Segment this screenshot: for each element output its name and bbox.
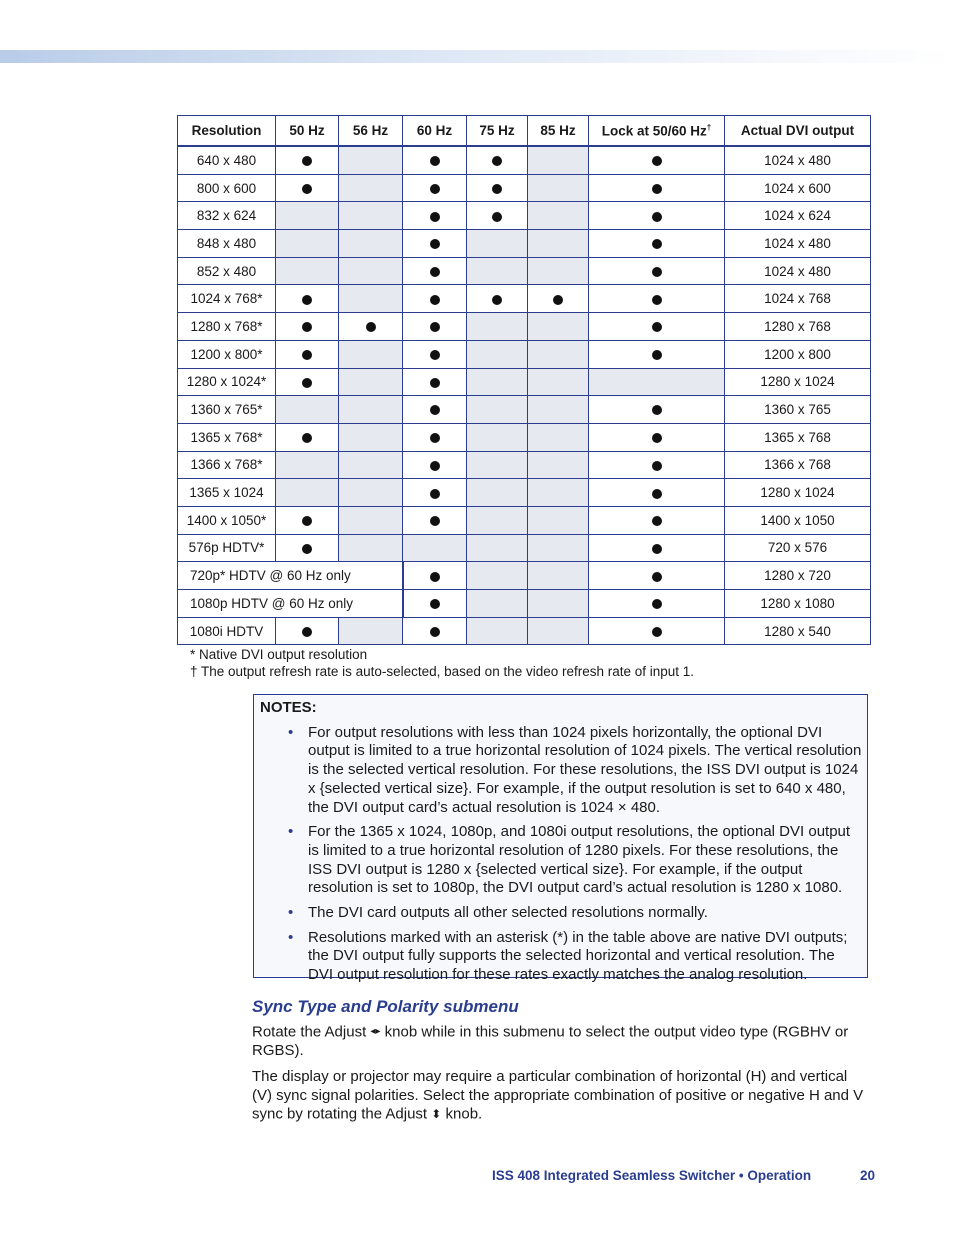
dot-icon [652,350,662,360]
dot-icon [652,433,662,443]
dot-icon [302,516,312,526]
dot-icon [430,627,440,637]
unsupported-cell [339,257,403,285]
unsupported-cell [339,368,403,396]
dot-icon [302,544,312,554]
dot-icon [492,212,502,222]
column-header: 50 Hz [276,116,339,147]
resolution-cell: 1400 x 1050* [178,506,276,534]
unsupported-cell [528,506,589,534]
table-row [178,534,871,562]
dvi-output-cell: 1400 x 1050 [725,506,871,534]
unsupported-cell [589,368,725,396]
table-row [178,202,871,230]
unsupported-cell [339,479,403,507]
dot-icon [652,212,662,222]
supported-cell [403,230,467,258]
resolution-cell: 832 x 624 [178,202,276,230]
dot-icon [302,433,312,443]
dot-icon [652,516,662,526]
dvi-output-cell: 1365 x 768 [725,423,871,451]
unsupported-cell [467,590,528,618]
dot-icon [430,239,440,249]
unsupported-cell [528,257,589,285]
supported-cell [276,146,339,174]
resolution-cell: 852 x 480 [178,257,276,285]
dot-icon [302,350,312,360]
supported-cell [403,562,467,590]
dot-icon [430,350,440,360]
resolution-cell: 1365 x 768* [178,423,276,451]
supported-cell [589,257,725,285]
dot-icon [430,461,440,471]
dvi-output-cell: 1280 x 1024 [725,479,871,507]
unsupported-cell [467,534,528,562]
supported-cell [589,617,725,645]
bullet-icon: • [288,823,294,841]
unsupported-cell [467,617,528,645]
unsupported-cell [528,396,589,424]
unsupported-cell [339,202,403,230]
resolution-cell: 1200 x 800* [178,340,276,368]
dot-icon [430,516,440,526]
supported-cell [403,451,467,479]
dot-icon [492,184,502,194]
unsupported-cell [276,257,339,285]
unsupported-cell [276,230,339,258]
resolution-cell: 848 x 480 [178,230,276,258]
dot-icon [430,322,440,332]
table-row [178,230,871,258]
note-item: • For output resolutions with less than 1024 pixels horizontally, the optional DVI output is limited to a true horizontal resolution of 1024 pixels. The vertical resolution is the selected vertical resolution. For these resolutions, the ISS DVI output is 1024 x {selected vertical size}. For example, if the output resolution is set to 640 x 480, the DVI output card’s actual resolution is 1024 × 480. [288,723,862,816]
note-item: • For the 1365 x 1024, 1080p, and 1080i output resolutions, the optional DVI output is limited to a true horizontal resolution of 1280 pixels. For these resolutions, the ISS DVI output is 1280 x {selected vertical size}. For example, if the output resolution is set to 1080p, the DVI output card’s actual resolution is 1280 x 1080. [288,823,851,897]
supported-cell [403,202,467,230]
notes-list [260,724,867,985]
unsupported-cell [528,368,589,396]
supported-cell [467,285,528,313]
unsupported-cell [467,257,528,285]
unsupported-cell [339,230,403,258]
table-row [178,479,871,507]
unsupported-cell [467,396,528,424]
supported-cell [276,534,339,562]
unsupported-cell [528,146,589,174]
supported-cell [589,590,725,618]
supported-cell [403,368,467,396]
footer-title: ISS 408 Integrated Seamless Switcher • Operation [492,1168,812,1183]
dot-icon [652,599,662,609]
unsupported-cell [528,479,589,507]
supported-cell [276,368,339,396]
unsupported-cell [276,479,339,507]
unsupported-cell [467,368,528,396]
column-header: 56 Hz [339,116,403,147]
supported-cell [589,506,725,534]
supported-cell [589,340,725,368]
dvi-output-cell: 1024 x 480 [725,146,871,174]
supported-cell [403,313,467,341]
unsupported-cell [528,562,589,590]
dot-icon [652,322,662,332]
supported-cell [403,396,467,424]
dvi-output-cell: 1024 x 480 [725,230,871,258]
column-header: 75 Hz [467,116,528,147]
dot-icon [302,322,312,332]
dot-icon [430,433,440,443]
unsupported-cell [528,590,589,618]
table-header-row [178,116,871,147]
unsupported-cell [339,534,403,562]
note-item: • Resolutions marked with an asterisk (*) in the table above are native DVI outputs; the DVI output fully supports the selected horizontal and vertical resolution. The DVI output resolution for these rates exactly matches the analog resolution. [288,928,848,984]
resolution-cell: 1280 x 1024* [178,368,276,396]
unsupported-cell [467,506,528,534]
unsupported-cell [528,423,589,451]
dot-icon [652,489,662,499]
supported-cell [276,340,339,368]
unsupported-cell [339,285,403,313]
supported-cell [403,146,467,174]
unsupported-cell [467,423,528,451]
unsupported-cell [339,340,403,368]
vertical-adjust-arrows-icon: ⬍ [431,1107,442,1122]
unsupported-cell [528,202,589,230]
bullet-icon: • [288,904,294,922]
supported-cell [403,257,467,285]
supported-cell [589,479,725,507]
column-header: Actual DVI output [725,116,871,147]
dot-icon [430,489,440,499]
resolution-cell: 1080p HDTV @ 60 Hz only [178,590,403,618]
supported-cell [339,313,403,341]
dvi-output-cell: 1024 x 600 [725,174,871,202]
dot-icon [430,599,440,609]
supported-cell [589,146,725,174]
table-row [178,506,871,534]
unsupported-cell [339,174,403,202]
unsupported-cell [339,396,403,424]
supported-cell [589,174,725,202]
header-gradient-bar [0,50,954,63]
column-header: 85 Hz [528,116,589,147]
dvi-output-cell: 1024 x 480 [725,257,871,285]
column-header: Resolution [178,116,276,147]
supported-cell [589,534,725,562]
supported-cell [403,174,467,202]
resolution-cell: 800 x 600 [178,174,276,202]
dot-icon [652,156,662,166]
paragraph-sync-polarity: The display or projector may require a particular combination of horizontal (H) and vertical (V) sync signal polarities. Select the appropriate combination of positive or negative H and V sync by rotating the Adjust ⬍ knob. [252,1068,864,1123]
dot-icon [652,627,662,637]
footnote-native: * Native DVI output resolution [190,647,368,662]
resolution-cell: 1366 x 768* [178,451,276,479]
dot-icon [430,212,440,222]
dvi-output-cell: 1024 x 624 [725,202,871,230]
unsupported-cell [276,396,339,424]
table-row [178,562,871,590]
unsupported-cell [467,313,528,341]
paragraph-output-type: Rotate the Adjust ◂▸ knob while in this submenu to select the output video type (RGBHV or RGBS). [252,1023,849,1060]
bullet-icon: • [288,723,294,741]
supported-cell [403,285,467,313]
dvi-output-cell: 1200 x 800 [725,340,871,368]
supported-cell [589,285,725,313]
supported-cell [403,340,467,368]
supported-cell [276,423,339,451]
unsupported-cell [467,479,528,507]
resolution-cell: 1360 x 765* [178,396,276,424]
table-row [178,617,871,645]
table-row [178,146,871,174]
supported-cell [589,562,725,590]
resolution-cell: 1280 x 768* [178,313,276,341]
unsupported-cell [467,451,528,479]
unsupported-cell [528,174,589,202]
resolution-cell: 576p HDTV* [178,534,276,562]
dot-icon [492,295,502,305]
supported-cell [528,285,589,313]
unsupported-cell [528,230,589,258]
table-row [178,285,871,313]
notes-title: NOTES: [260,699,317,716]
supported-cell [589,451,725,479]
dvi-output-cell: 720 x 576 [725,534,871,562]
table-row [178,313,871,341]
unsupported-cell [403,534,467,562]
supported-cell [589,396,725,424]
supported-cell [403,590,467,618]
dvi-output-cell: 1280 x 1080 [725,590,871,618]
supported-cell [589,202,725,230]
supported-cell [589,313,725,341]
table-row [178,368,871,396]
dot-icon [652,461,662,471]
unsupported-cell [276,202,339,230]
dot-icon [652,239,662,249]
supported-cell [467,146,528,174]
section-heading: Sync Type and Polarity submenu [252,997,519,1016]
dot-icon [302,627,312,637]
resolution-cell: 1365 x 1024 [178,479,276,507]
supported-cell [403,506,467,534]
dot-icon [652,267,662,277]
supported-cell [276,285,339,313]
unsupported-cell [276,451,339,479]
supported-cell [403,617,467,645]
unsupported-cell [339,451,403,479]
dot-icon [652,572,662,582]
resolution-cell: 720p* HDTV @ 60 Hz only [178,562,403,590]
unsupported-cell [339,423,403,451]
unsupported-cell [528,313,589,341]
dvi-output-cell: 1280 x 720 [725,562,871,590]
supported-cell [276,174,339,202]
unsupported-cell [528,451,589,479]
dot-icon [652,405,662,415]
bullet-icon: • [288,928,294,946]
page-number: 20 [860,1168,876,1183]
unsupported-cell [339,506,403,534]
dot-icon [430,295,440,305]
unsupported-cell [528,617,589,645]
dot-icon [430,378,440,388]
supported-cell [276,506,339,534]
unsupported-cell [339,617,403,645]
unsupported-cell [528,340,589,368]
table-row [178,340,871,368]
dvi-output-cell: 1366 x 768 [725,451,871,479]
supported-cell [467,202,528,230]
dot-icon [302,295,312,305]
note-item: • The DVI card outputs all other selected resolutions normally. [288,904,708,922]
dot-icon [302,156,312,166]
table-row [178,590,871,618]
dvi-output-cell: 1280 x 768 [725,313,871,341]
unsupported-cell [467,230,528,258]
table-row [178,257,871,285]
table-body [178,146,871,645]
dvi-output-cell: 1280 x 1024 [725,368,871,396]
dot-icon [430,267,440,277]
unsupported-cell [528,534,589,562]
resolution-cell: 1024 x 768* [178,285,276,313]
footnote-dagger: † The output refresh rate is auto-selected, based on the video refresh rate of input 1. [190,664,695,679]
table-footnotes [190,646,694,680]
dot-icon [492,156,502,166]
supported-cell [403,479,467,507]
column-header: Lock at 50/60 Hz† [589,116,725,147]
dot-icon [430,572,440,582]
notes-box [253,694,868,984]
table-row [178,451,871,479]
dot-icon [302,378,312,388]
resolution-cell: 1080i HDTV [178,617,276,645]
unsupported-cell [339,146,403,174]
supported-cell [276,313,339,341]
dvi-output-cell: 1360 x 765 [725,396,871,424]
dot-icon [430,156,440,166]
supported-cell [589,230,725,258]
dot-icon [430,184,440,194]
table-row [178,396,871,424]
supported-cell [403,423,467,451]
supported-cell [589,423,725,451]
dot-icon [652,295,662,305]
supported-cell [276,617,339,645]
dot-icon [652,544,662,554]
dvi-output-cell: 1024 x 768 [725,285,871,313]
supported-cell [467,174,528,202]
resolution-table [177,115,871,645]
dvi-output-cell: 1280 x 540 [725,617,871,645]
dot-icon [302,184,312,194]
unsupported-cell [467,340,528,368]
resolution-cell: 640 x 480 [178,146,276,174]
dot-icon [366,322,376,332]
table-row [178,174,871,202]
unsupported-cell [467,562,528,590]
horizontal-adjust-arrows-icon: ◂▸ [370,1026,381,1037]
table-row [178,423,871,451]
dot-icon [652,184,662,194]
column-header: 60 Hz [403,116,467,147]
dot-icon [430,405,440,415]
dot-icon [553,295,563,305]
